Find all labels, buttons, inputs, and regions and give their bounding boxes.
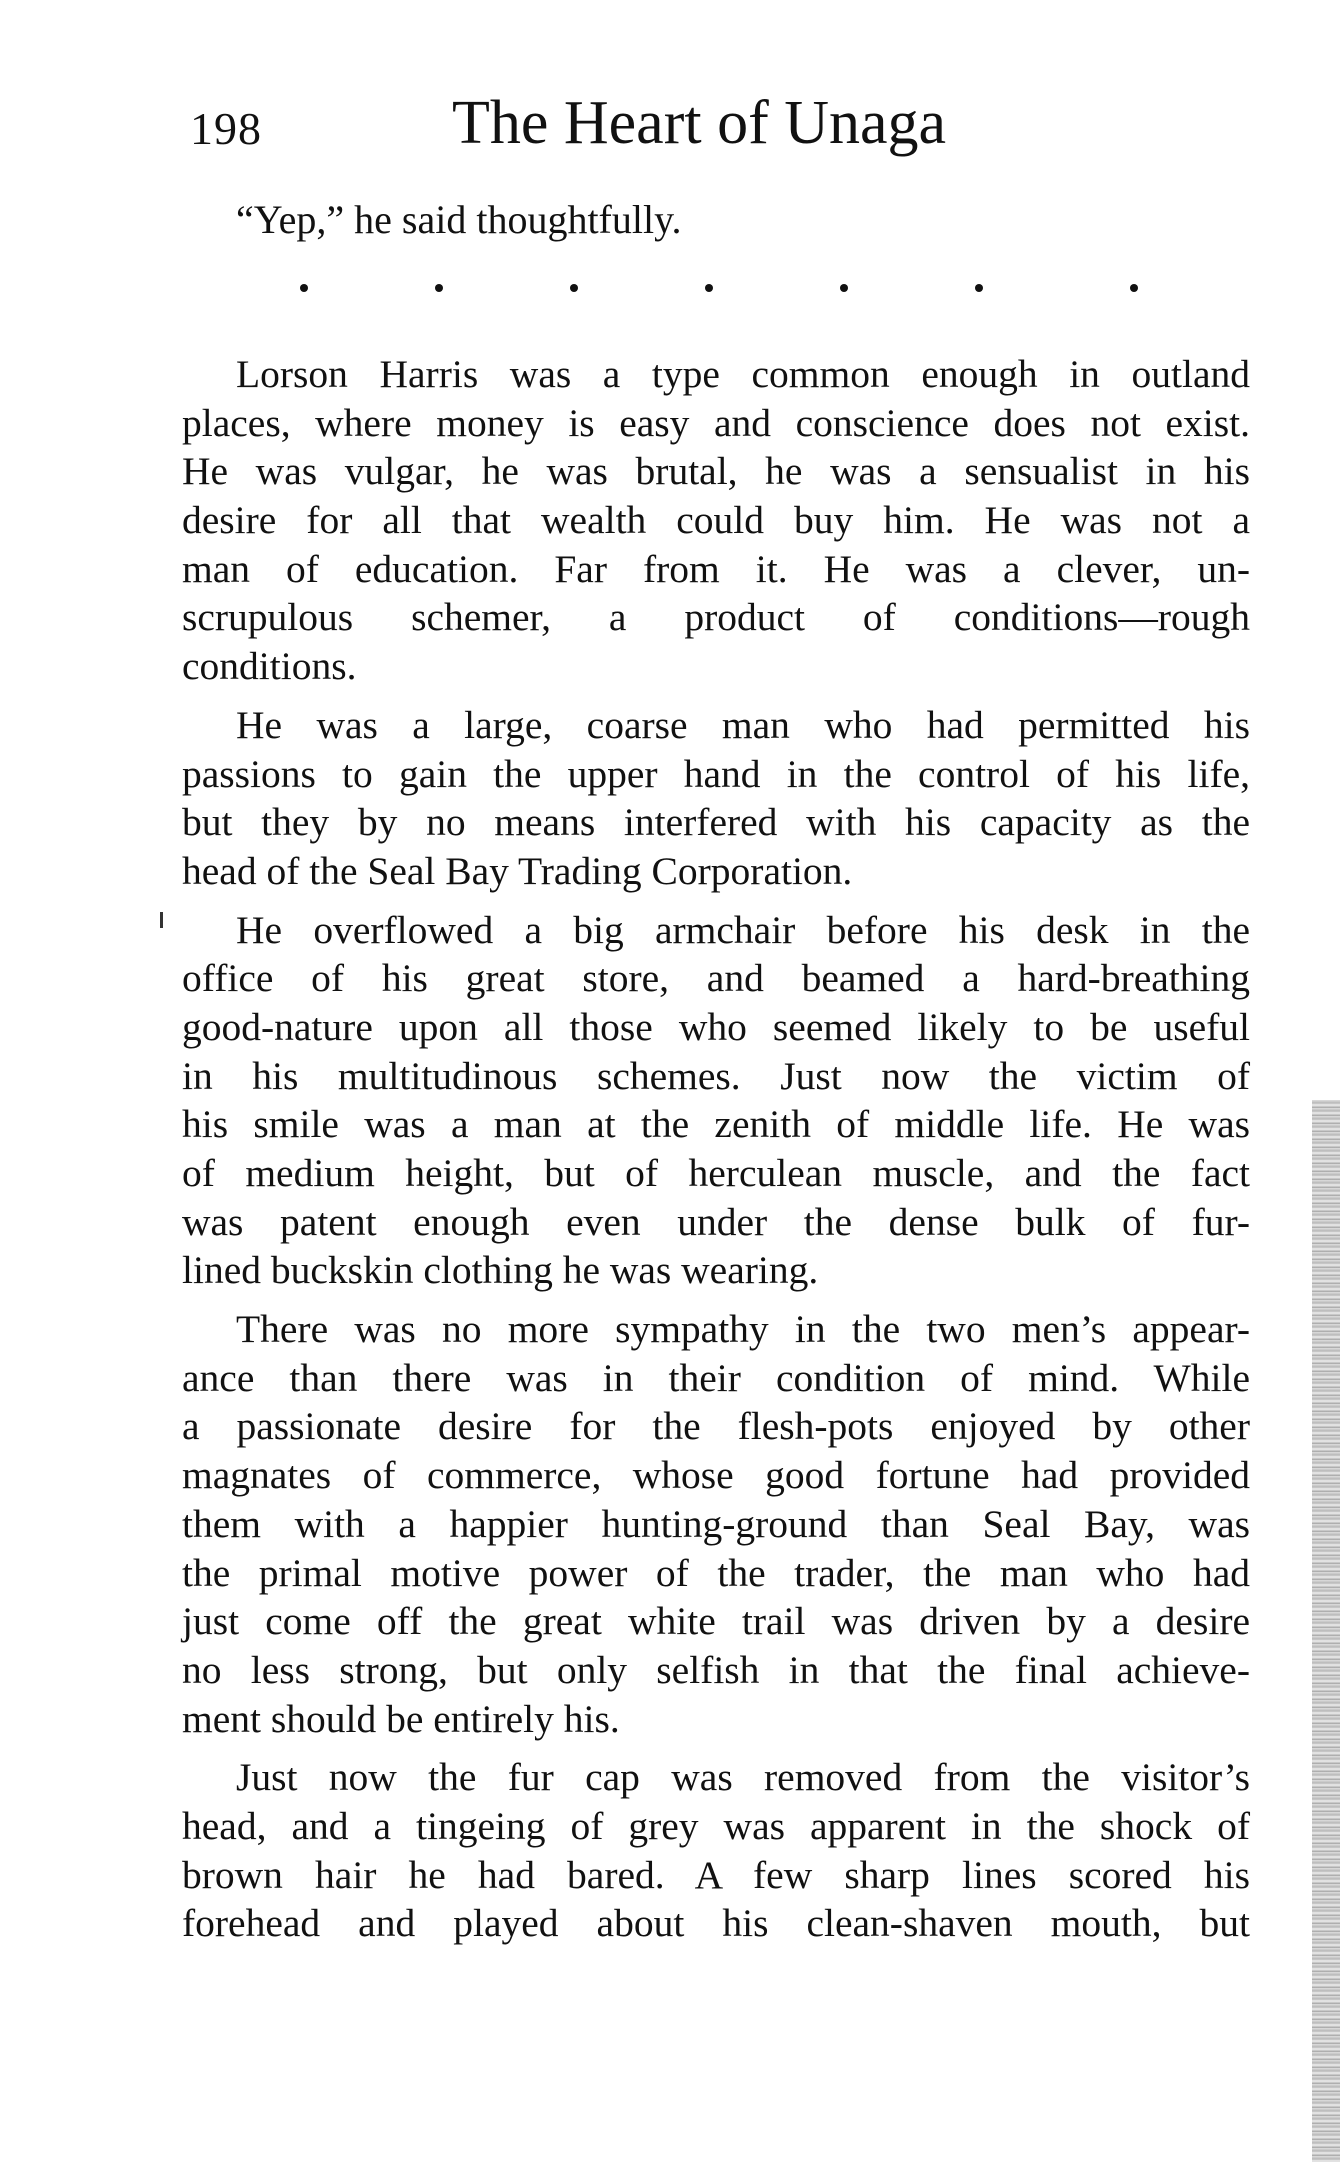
paragraph xyxy=(182,1753,1250,1948)
section-break-dot xyxy=(300,284,308,292)
text-line: of medium height, but of herculean muscle, and the fact xyxy=(182,1151,1250,1195)
text-line: them with a happier hunting-ground than Seal Bay, was xyxy=(182,1501,1250,1546)
paragraph xyxy=(182,1305,1250,1743)
text-line: head, and a tingeing of grey was apparent in the shock of xyxy=(182,1803,1250,1848)
text-line: lined buckskin clothing he was wearing. xyxy=(182,1248,819,1293)
margin-mark xyxy=(160,912,163,928)
text-line: just come off the great white trail was driven by a desire xyxy=(182,1599,1250,1644)
section-break xyxy=(300,270,1160,310)
page-edge-shadow xyxy=(1312,1100,1340,2162)
section-break-dot xyxy=(570,284,578,292)
text-line: desire for all that wealth could buy him. He was not a xyxy=(182,498,1250,543)
text-line: man of education. Far from it. He was a clever, un- xyxy=(182,546,1250,591)
text-line: brown hair he had bared. A few sharp lines scored his xyxy=(182,1852,1250,1897)
running-title: The Heart of Unaga xyxy=(452,89,947,157)
paragraph xyxy=(182,906,1250,1296)
text-line: He overflowed a big armchair before his desk in the xyxy=(236,907,1250,952)
section-break-dot xyxy=(975,284,983,292)
paragraph xyxy=(182,350,1250,691)
text-line: his smile was a man at the zenith of middle life. He was xyxy=(182,1102,1250,1147)
text-line: was patent enough even under the dense bulk of fur- xyxy=(182,1199,1250,1244)
text-line: There was no more sympathy in the two men’s appear- xyxy=(236,1307,1250,1352)
text-line: ance than there was in their condition of mind. While xyxy=(182,1355,1250,1400)
text-line: but they by no means interfered with his capacity as the xyxy=(182,800,1250,845)
section-break-dot xyxy=(705,284,713,292)
text-line: head of the Seal Bay Trading Corporation. xyxy=(182,848,853,893)
page-number: 198 xyxy=(190,103,262,154)
text-line: good-nature upon all those who seemed likely to be useful xyxy=(182,1004,1250,1049)
text-line: passions to gain the upper hand in the control of his life, xyxy=(182,751,1250,796)
text-line: in his multitudinous schemes. Just now the victim of xyxy=(182,1053,1250,1098)
running-header xyxy=(190,88,1010,168)
text-line: a passionate desire for the flesh-pots enjoyed by other xyxy=(182,1404,1250,1449)
text-line: magnates of commerce, whose good fortune had provided xyxy=(182,1453,1250,1498)
text-line: conditions. xyxy=(182,644,357,689)
text-line: forehead and played about his clean-shaven mouth, but xyxy=(182,1901,1250,1946)
section-break-dot xyxy=(1130,284,1138,292)
text-line: office of his great store, and beamed a hard-breathing xyxy=(182,956,1250,1001)
text-line: scrupulous schemer, a product of conditions—rough xyxy=(182,595,1250,640)
text-line: the primal motive power of the trader, the man who had xyxy=(182,1550,1250,1595)
body-text xyxy=(182,350,1250,1958)
opening-dialogue-line: “Yep,” he said thoughtfully. xyxy=(236,197,682,242)
text-line: no less strong, but only selfish in that the final achieve- xyxy=(182,1647,1250,1692)
text-line: ment should be entirely his. xyxy=(182,1696,620,1741)
section-break-dot xyxy=(840,284,848,292)
text-line: places, where money is easy and conscience does not exist. xyxy=(182,400,1250,445)
text-line: He was vulgar, he was brutal, he was a sensualist in his xyxy=(182,449,1250,494)
text-line: Lorson Harris was a type common enough in outland xyxy=(236,352,1250,396)
text-line: He was a large, coarse man who had permitted his xyxy=(236,702,1250,747)
paragraph xyxy=(182,701,1250,896)
section-break-dot xyxy=(435,284,443,292)
text-line: Just now the fur cap was removed from the visitor’s xyxy=(236,1755,1250,1800)
